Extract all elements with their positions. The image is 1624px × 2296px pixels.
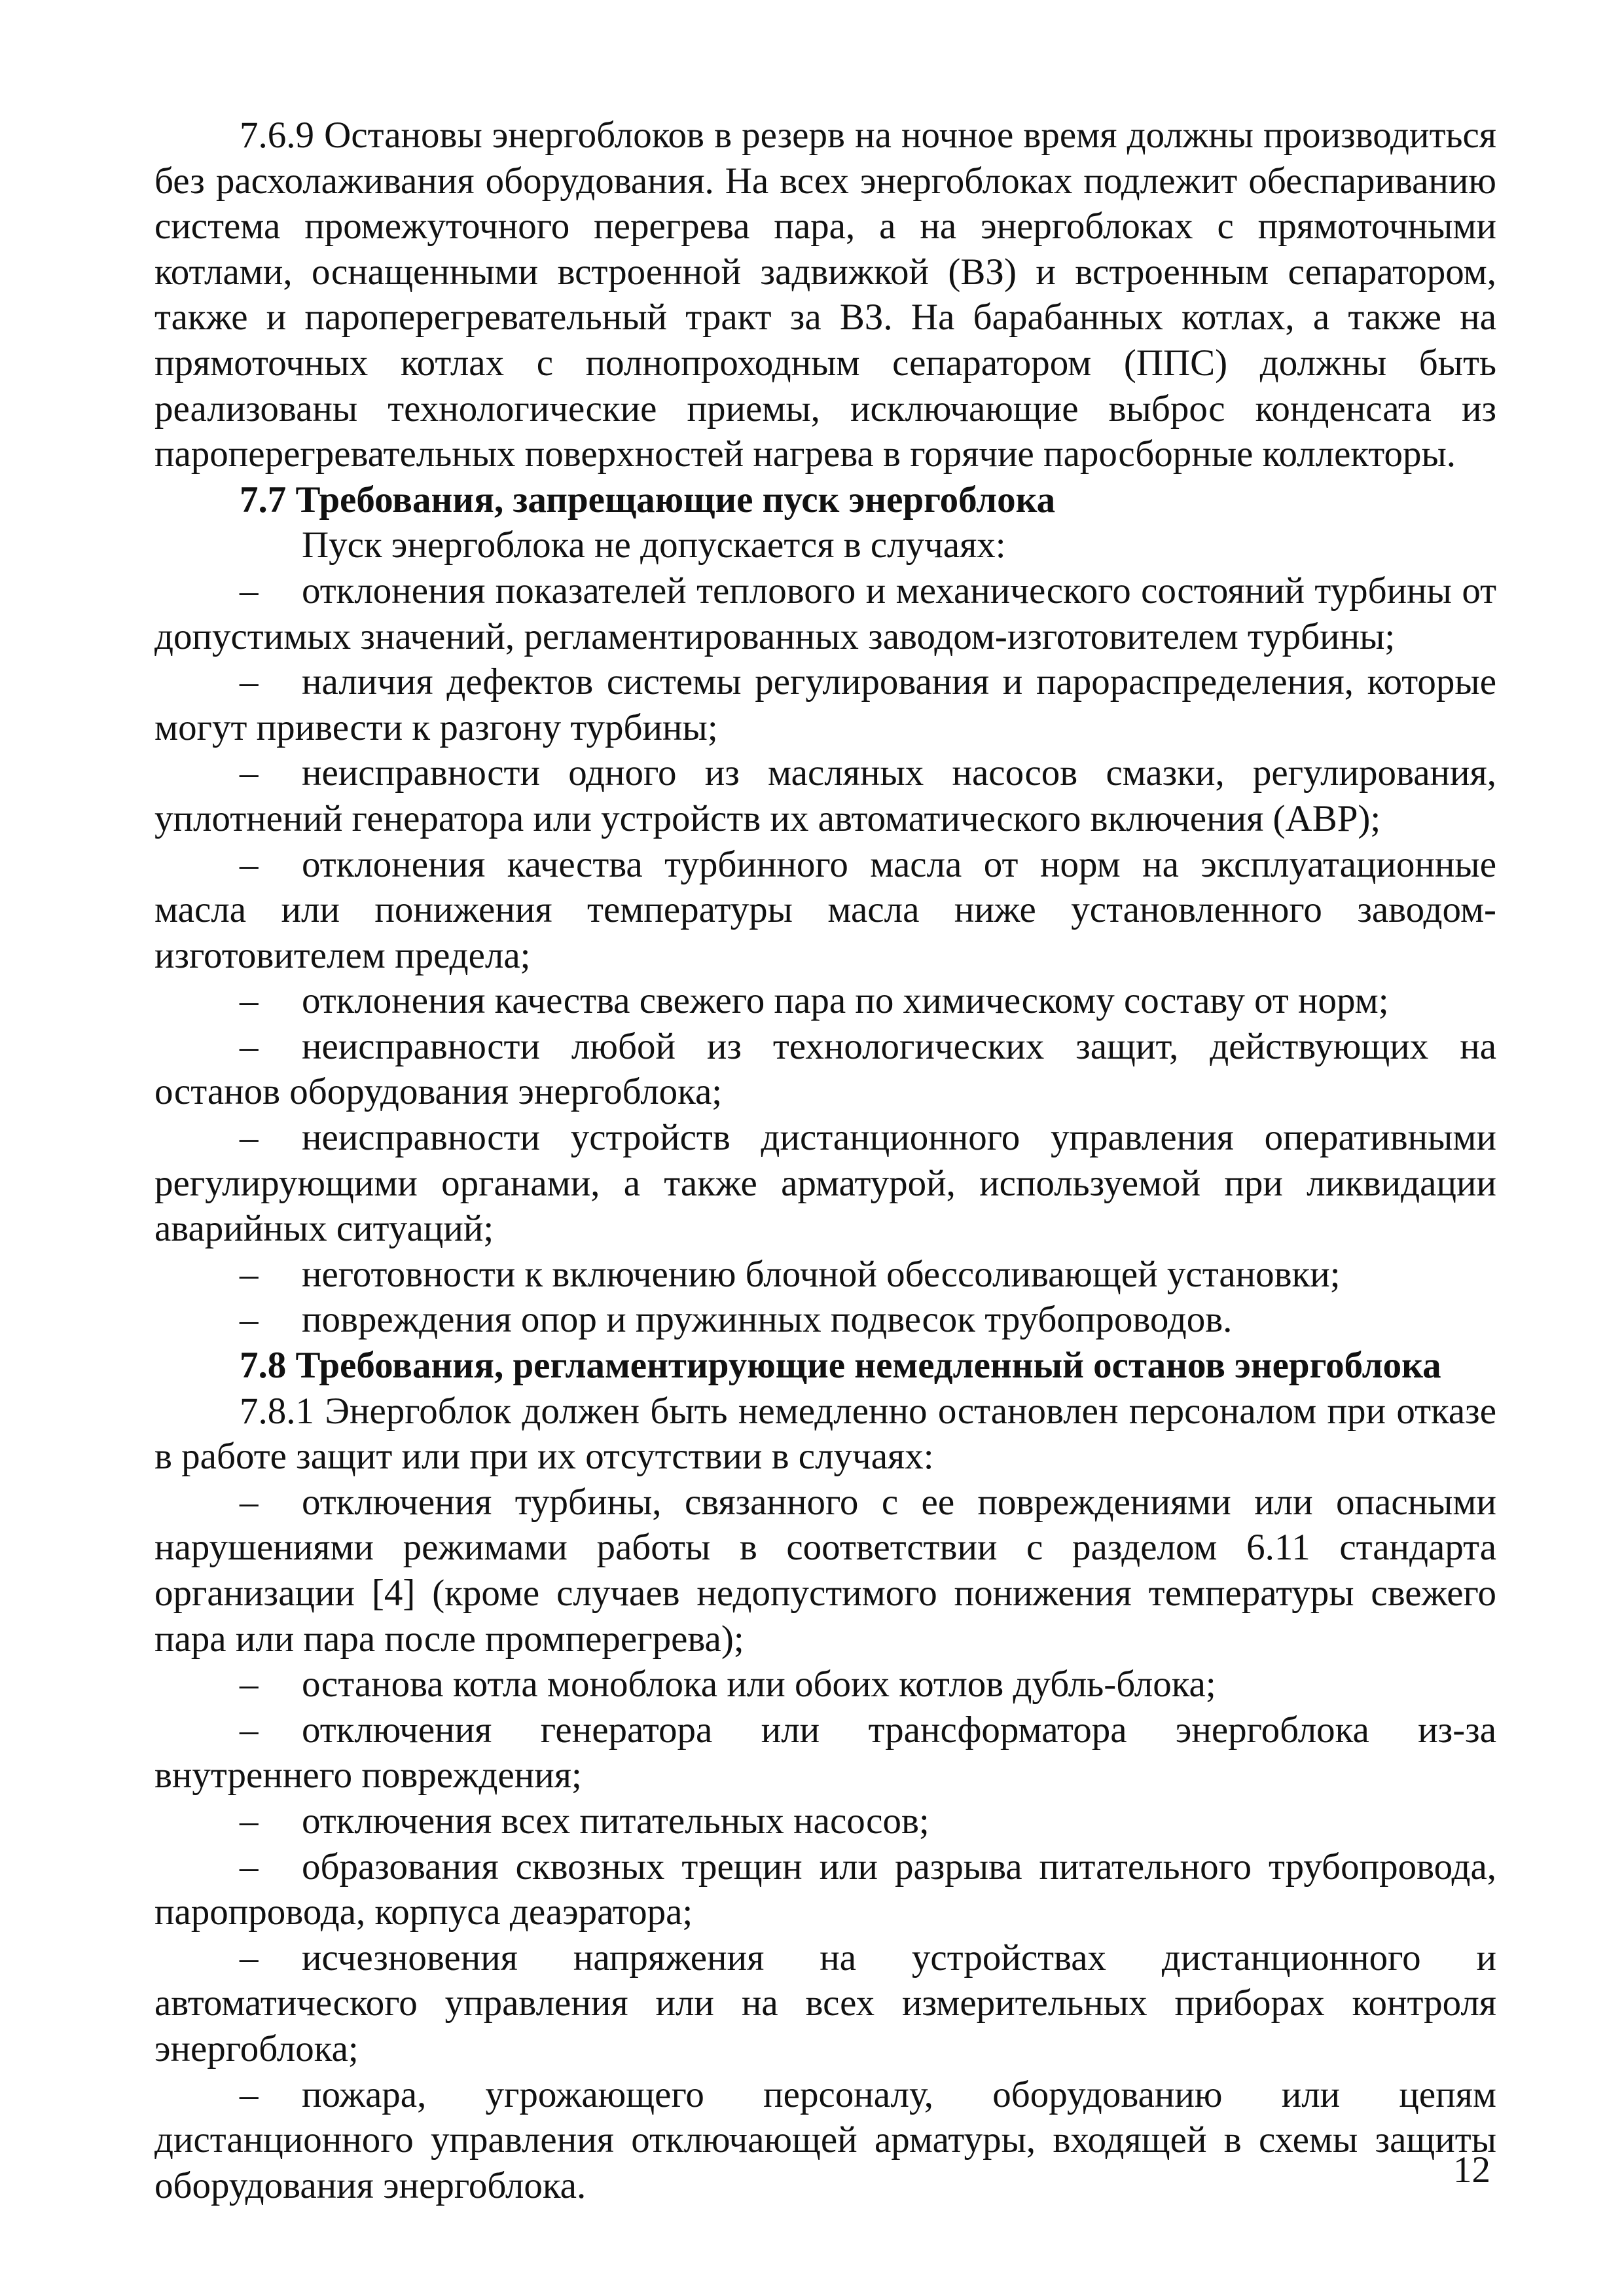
document-page <box>154 113 1496 2208</box>
list-item-text: отключения турбины, связанного с ее повреждениями или опасными нарушениями режимами работы в соответствии с разделом 6.11 стандарта организации [4] (кроме случаев недопустимого понижения температуры свежего пара или пара после промперегрева); <box>154 1481 1496 1660</box>
list-item <box>154 1707 1496 1798</box>
list-item <box>154 978 1496 1024</box>
list-item-text: неисправности любой из технологических защит, действующих на останов оборудования энергоблока; <box>154 1025 1496 1113</box>
dash-marker: – <box>240 2073 259 2115</box>
intro-7-7: Пуск энергоблока не допускается в случаях: <box>302 524 1006 566</box>
dash-marker: – <box>240 980 259 1022</box>
dash-marker: – <box>240 752 259 794</box>
list-item-text: отключения генератора или трансформатора энергоблока из-за внутреннего повреждения; <box>154 1709 1496 1796</box>
list-item-text: пожара, угрожающего персоналу, оборудованию или цепям дистанционного управления отключающей арматуры, входящей в схемы защиты оборудования энергоблока. <box>154 2073 1496 2206</box>
paragraph-7-8-1: 7.8.1 Энергоблок должен быть немедленно остановлен персоналом при отказе в работе защит или при их отсутствии в случаях: <box>154 1390 1496 1478</box>
list-item-text: неисправности одного из масляных насосов смазки, регулирования, уплотнений генератора или устройств их автоматического включения (АВР); <box>154 752 1496 839</box>
list-item <box>154 1115 1496 1252</box>
heading-7-8: 7.8 Требования, регламентирующие немедленный останов энергоблока <box>240 1345 1441 1387</box>
list-item-text: наличия дефектов системы регулирования и парораспределения, которые могут привести к разгону турбины; <box>154 661 1496 748</box>
list-item <box>154 750 1496 841</box>
list-item <box>154 2072 1496 2209</box>
list-item-text: неготовности к включению блочной обессоливающей установки; <box>302 1253 1341 1295</box>
dash-marker: – <box>240 1709 259 1751</box>
dash-marker: – <box>240 1846 259 1887</box>
dash-marker: – <box>240 1937 259 1978</box>
list-item <box>154 1480 1496 1662</box>
dash-marker: – <box>240 1664 259 1705</box>
list-item-text: отклонения показателей теплового и механического состояний турбины от допустимых значений, регламентированных заводом-изготовителем турбины; <box>154 570 1496 657</box>
dash-marker: – <box>240 1481 259 1523</box>
dash-marker: – <box>240 570 259 611</box>
dash-marker: – <box>240 1800 259 1842</box>
paragraph-7-6-9: 7.6.9 Остановы энергоблоков в резерв на ночное время должны производиться без расхолаживания оборудования. На всех энергоблоках подлежит обеспариванию система промежуточного перегрева пара, а на энергоблоках с прямоточными котлами, оснащенными встроенной задвижкой (ВЗ) и встроенным сепаратором, также и пароперегревательный тракт за ВЗ. На барабанных котлах, а также на прямоточных котлах с полнопроходным сепаратором (ППС) должны быть реализованы технологические приемы, исключающие выброс конденсата из пароперегревательных поверхностей нагрева в горячие паросборные коллекторы. <box>154 115 1496 475</box>
list-item-text: отключения всех питательных насосов; <box>302 1800 929 1842</box>
dash-marker: – <box>240 1025 259 1067</box>
list-item <box>154 1798 1496 1844</box>
list-item-text: образования сквозных трещин или разрыва питательного трубопровода, паропровода, корпуса деаэратора; <box>154 1846 1496 1933</box>
list-item <box>154 568 1496 659</box>
list-item-text: неисправности устройств дистанционного управления оперативными регулирующими органами, а также арматурой, используемой при ликвидации аварийных ситуаций; <box>154 1117 1496 1250</box>
list-item-text: исчезновения напряжения на устройствах дистанционного и автоматического управления или на всех измерительных приборах контроля энергоблока; <box>154 1937 1496 2069</box>
list-item <box>154 842 1496 979</box>
list-item <box>154 1297 1496 1343</box>
dash-marker: – <box>240 1253 259 1295</box>
list-item <box>154 1024 1496 1115</box>
heading-7-7: 7.7 Требования, запрещающие пуск энергоблока <box>240 479 1056 520</box>
list-item-text: останова котла моноблока или обоих котлов дубль-блока; <box>302 1664 1216 1705</box>
list-item-text: повреждения опор и пружинных подвесок трубопроводов. <box>302 1299 1233 1341</box>
list-item <box>154 1252 1496 1298</box>
list-item <box>154 659 1496 750</box>
dash-marker: – <box>240 661 259 703</box>
list-item-text: отклонения качества турбинного масла от норм на эксплуатационные масла или понижения температуры масла ниже установленного заводом-изготовителем предела; <box>154 843 1496 976</box>
list-item <box>154 1662 1496 1707</box>
list-item <box>154 1844 1496 1935</box>
dash-marker: – <box>240 1117 259 1159</box>
list-item <box>154 1935 1496 2072</box>
dash-marker: – <box>240 843 259 885</box>
list-item-text: отклонения качества свежего пара по химическому составу от норм; <box>302 980 1389 1022</box>
dash-marker: – <box>240 1299 259 1341</box>
page-number: 12 <box>1453 2149 1490 2191</box>
